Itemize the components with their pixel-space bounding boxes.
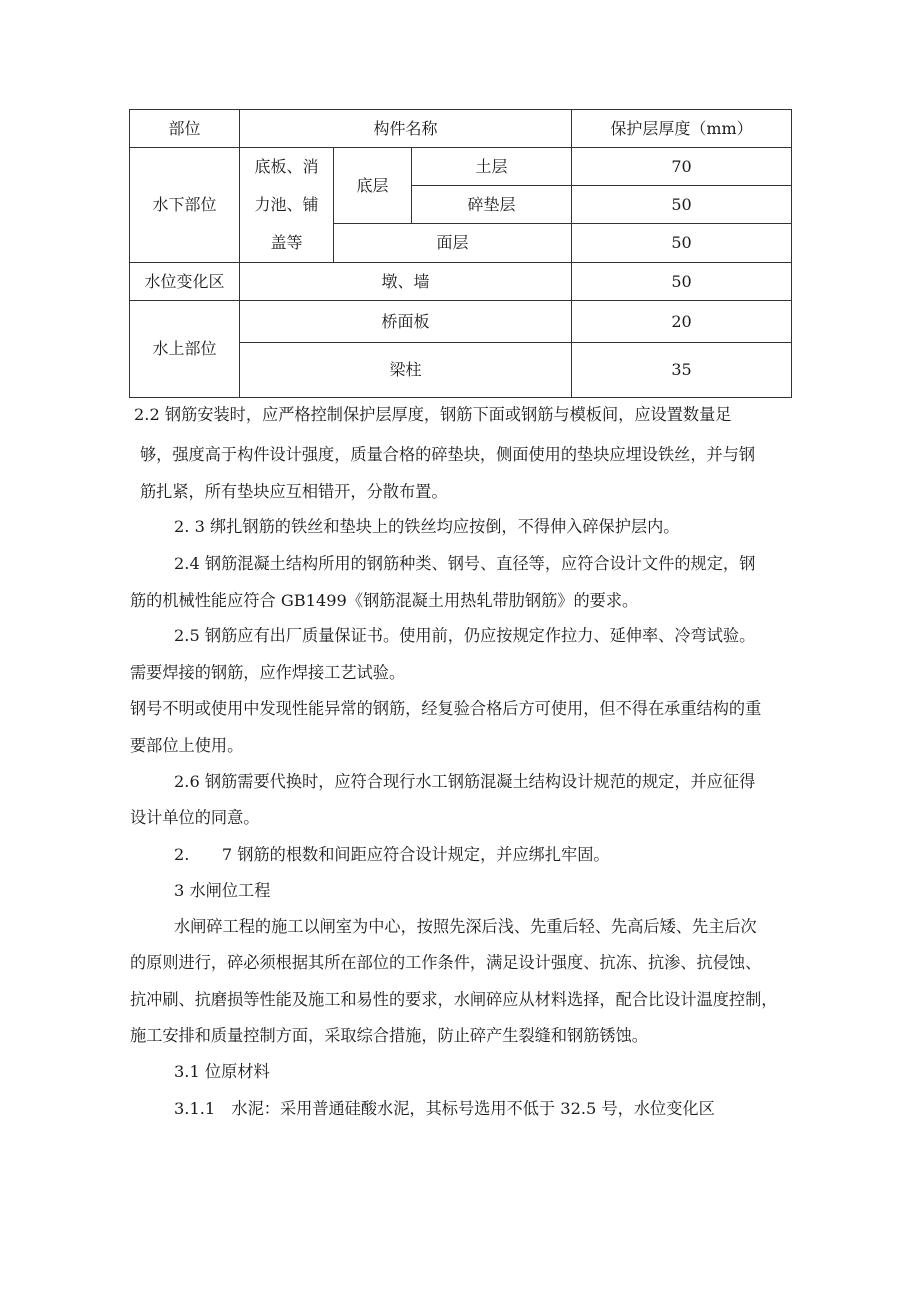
table-row xyxy=(130,148,792,186)
table-row xyxy=(130,301,792,343)
beam-label: 梁柱 xyxy=(240,343,572,398)
fluctuation-value: 50 xyxy=(572,263,792,301)
header-component: 构件名称 xyxy=(240,110,572,148)
paragraph-2-5-line-4: 要部位上使用。 xyxy=(130,736,244,755)
section-3-line-1: 水闸碎工程的施工以闸室为中心，按照先深后浅、先重后轻、先高后矮、先主后次 xyxy=(174,917,757,936)
section-3-title: 3 水闸位工程 xyxy=(174,881,271,900)
paragraph-2-5-line-2: 需要焊接的钢筋，应作焊接工艺试验。 xyxy=(130,663,406,682)
fluctuation-label: 水位变化区 xyxy=(130,263,240,301)
paragraph-2-7: 2. 7 钢筋的根数和间距应符合设计规定，并应绑扎牢固。 xyxy=(174,845,610,864)
paragraph-2-2-line-3: 筋扎紧，所有垫块应互相错开，分散布置。 xyxy=(140,482,448,501)
table-header-row xyxy=(130,110,792,148)
section-3-line-2: 的原则进行，碎必须根据其所在部位的工作条件，满足设计强度、抗冻、抗渗、抗侵蚀、 xyxy=(130,953,762,972)
section-3-line-3: 抗冲刷、抗磨损等性能及施工和易性的要求，水闸碎应从材料选择，配合比设计温度控制， xyxy=(130,990,778,1009)
underwater-component-line: 盖等 xyxy=(270,233,303,252)
paragraph-2-5-line-3: 钢号不明或使用中发现性能异常的钢筋，经复验合格后方可使用，但不得在承重结构的重 xyxy=(130,699,762,718)
paragraph-2-3: 2. 3 绑扎钢筋的铁丝和垫块上的铁丝均应按倒，不得伸入碎保护层内。 xyxy=(174,517,680,536)
paragraph-2-4-line-2: 筋的机械性能应符合 GB1499《钢筋混凝土用热轧带肋钢筋》的要求。 xyxy=(130,591,639,610)
surface-layer-label: 面层 xyxy=(334,223,572,262)
paragraph-2-4-line-1: 2.4 钢筋混凝土结构所用的钢筋种类、钢号、直径等，应符合设计文件的规定，钢 xyxy=(174,554,756,573)
surface-layer-value: 50 xyxy=(572,223,792,262)
cover-thickness-table xyxy=(129,109,792,398)
above-water-label: 水上部位 xyxy=(130,301,240,398)
section-3-1-1-line-1: 3.1.1 水泥：采用普通硅酸水泥，其标号选用不低于 32.5 号，水位变化区 xyxy=(174,1099,715,1118)
beam-value: 35 xyxy=(572,343,792,398)
paragraph-2-6-line-2: 设计单位的同意。 xyxy=(130,808,260,827)
table-row xyxy=(130,263,792,301)
header-position: 部位 xyxy=(130,110,240,148)
section-3-1-title: 3.1 位原材料 xyxy=(174,1062,270,1081)
section-3-line-4: 施工安排和质量控制方面，采取综合措施，防止碎产生裂缝和钢筋锈蚀。 xyxy=(130,1026,648,1045)
underwater-component-line: 力池、铺 xyxy=(254,195,319,214)
bottom-layer-label: 底层 xyxy=(334,148,412,224)
fluctuation-component: 墩、墙 xyxy=(240,263,572,301)
soil-layer-value: 70 xyxy=(572,148,792,186)
underwater-component xyxy=(240,148,334,263)
deck-value: 20 xyxy=(572,301,792,343)
header-thickness: 保护层厚度（mm） xyxy=(572,110,792,148)
gravel-layer-label: 碎垫层 xyxy=(412,186,572,223)
soil-layer-label: 土层 xyxy=(412,148,572,186)
underwater-component-line: 底板、消 xyxy=(254,157,319,176)
gravel-layer-value: 50 xyxy=(572,186,792,223)
deck-label: 桥面板 xyxy=(240,301,572,343)
paragraph-2-2-line-1: 2.2 钢筋安装时，应严格控制保护层厚度，钢筋下面或钢筋与模板间，应设置数量足 xyxy=(134,405,732,424)
paragraph-2-2-line-2: 够，强度高于构件设计强度，质量合格的碎垫块，侧面使用的垫块应埋设铁丝，并与钢 xyxy=(140,445,756,464)
underwater-label: 水下部位 xyxy=(130,148,240,263)
paragraph-2-6-line-1: 2.6 钢筋需要代换时，应符合现行水工钢筋混凝土结构设计规范的规定，并应征得 xyxy=(174,772,756,791)
paragraph-2-5-line-1: 2.5 钢筋应有出厂质量保证书。使用前，仍应按规定作拉力、延伸率、冷弯试验。 xyxy=(174,626,756,645)
